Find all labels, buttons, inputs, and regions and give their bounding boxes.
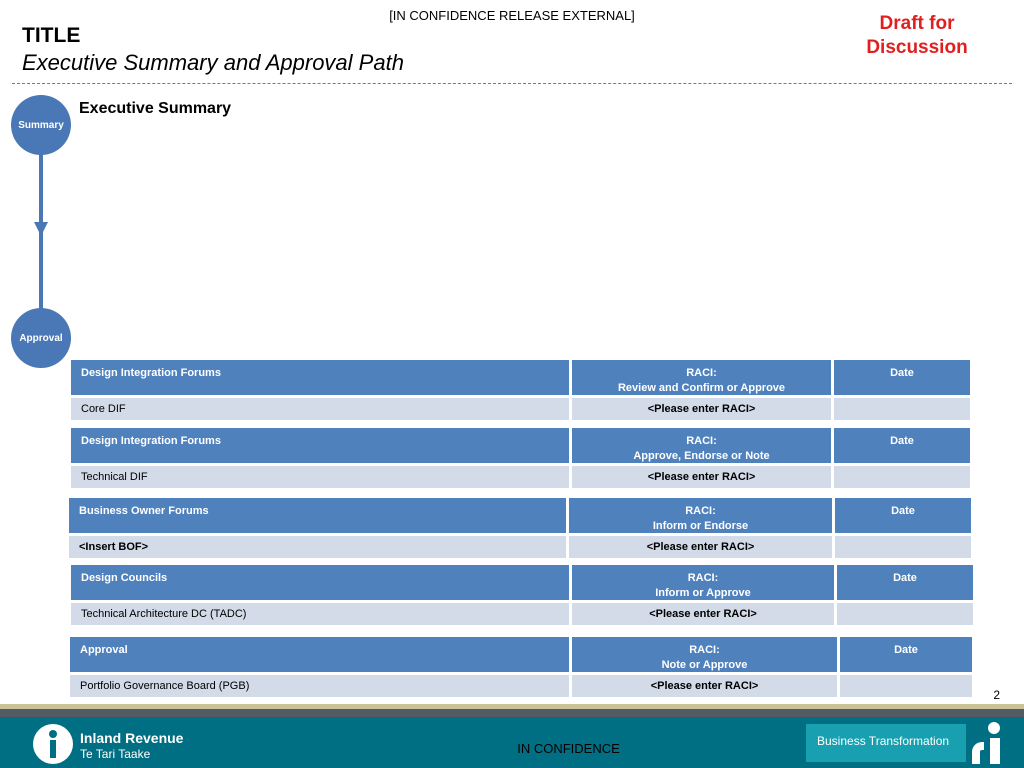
raci-input-cell[interactable]: <Please enter RACI> xyxy=(569,536,832,558)
date-input-cell[interactable] xyxy=(835,536,971,558)
approval-step-circle: Approval xyxy=(11,308,71,368)
ir-brand-icon xyxy=(968,720,1008,766)
raci-header xyxy=(572,360,831,395)
table-row xyxy=(69,536,971,558)
raci-input-cell[interactable]: <Please enter RACI> xyxy=(572,675,837,697)
approval-table-technical-dif xyxy=(71,428,970,488)
logo-name: Inland Revenue xyxy=(80,730,184,746)
date-input-cell[interactable] xyxy=(834,466,970,488)
classification-bottom: IN CONFIDENCE xyxy=(517,741,620,756)
raci-header-line2: Review and Confirm or Approve xyxy=(617,382,786,394)
raci-input-cell[interactable]: <Please enter RACI> xyxy=(572,398,831,420)
table-header-row xyxy=(71,360,970,395)
forum-name-cell: <Insert BOF> xyxy=(69,536,566,558)
raci-header-line2: Inform or Approve xyxy=(655,587,751,599)
approval-table-pgb xyxy=(70,637,972,697)
raci-header-line2: Approve, Endorse or Note xyxy=(633,450,770,462)
forum-header: Design Councils xyxy=(71,565,569,600)
page-number: 2 xyxy=(993,688,1000,702)
date-header-text: Date xyxy=(890,435,914,447)
raci-header-line1: RACI: xyxy=(686,367,717,379)
date-header-text: Date xyxy=(894,644,918,656)
table-row xyxy=(71,603,973,625)
date-input-cell[interactable] xyxy=(834,398,970,420)
raci-input-cell[interactable]: <Please enter RACI> xyxy=(572,466,831,488)
forum-header: Approval xyxy=(70,637,569,672)
raci-header-line2: Note or Approve xyxy=(661,659,748,671)
table-header-row xyxy=(69,498,971,533)
summary-step-circle: Summary xyxy=(11,95,71,155)
raci-header-line1: RACI: xyxy=(689,644,720,656)
forum-header: Business Owner Forums xyxy=(69,498,566,533)
raci-header-line1: RACI: xyxy=(687,572,719,584)
page-title: TITLE xyxy=(22,24,81,47)
business-transformation-badge: Business Transformation xyxy=(806,724,966,762)
date-header xyxy=(837,565,973,600)
raci-header-line1: RACI: xyxy=(685,505,716,517)
raci-header-line1: RACI: xyxy=(686,435,717,447)
raci-input-cell[interactable]: <Please enter RACI> xyxy=(572,603,834,625)
date-header-text: Date xyxy=(891,505,915,517)
forum-name-cell: Portfolio Governance Board (PGB) xyxy=(70,675,569,697)
table-header-row xyxy=(71,428,970,463)
date-input-cell[interactable] xyxy=(837,603,973,625)
raci-header xyxy=(572,565,834,600)
page-subtitle: Executive Summary and Approval Path xyxy=(22,50,404,75)
raci-header xyxy=(569,498,832,533)
raci-header-line2: Inform or Endorse xyxy=(652,520,749,532)
approval-table-bof xyxy=(69,498,971,558)
date-input-cell[interactable] xyxy=(840,675,972,697)
date-header-text: Date xyxy=(890,367,914,379)
approval-table-core-dif xyxy=(71,360,970,420)
flow-arrow-down-icon xyxy=(34,222,48,236)
forum-name-cell: Core DIF xyxy=(71,398,569,420)
date-header-text: Date xyxy=(893,572,917,584)
footer-dark-band xyxy=(0,709,1024,717)
classification-top: [IN CONFIDENCE RELEASE EXTERNAL] xyxy=(389,8,635,23)
date-header xyxy=(834,360,970,395)
table-header-row xyxy=(71,565,973,600)
forum-name-cell: Technical DIF xyxy=(71,466,569,488)
table-row xyxy=(71,466,970,488)
date-header xyxy=(834,428,970,463)
date-header xyxy=(835,498,971,533)
forum-name-cell: Technical Architecture DC (TADC) xyxy=(71,603,569,625)
table-row xyxy=(71,398,970,420)
forum-header: Design Integration Forums xyxy=(71,360,569,395)
header-divider xyxy=(12,83,1012,84)
forum-header: Design Integration Forums xyxy=(71,428,569,463)
logo-subtitle: Te Tari Taake xyxy=(80,747,151,761)
approval-table-design-councils xyxy=(71,565,973,625)
raci-header xyxy=(572,428,831,463)
table-row xyxy=(70,675,972,697)
raci-header xyxy=(572,637,837,672)
executive-summary-heading: Executive Summary xyxy=(79,100,232,117)
date-header xyxy=(840,637,972,672)
table-header-row xyxy=(70,637,972,672)
draft-label: Draft for Discussion xyxy=(866,13,968,58)
